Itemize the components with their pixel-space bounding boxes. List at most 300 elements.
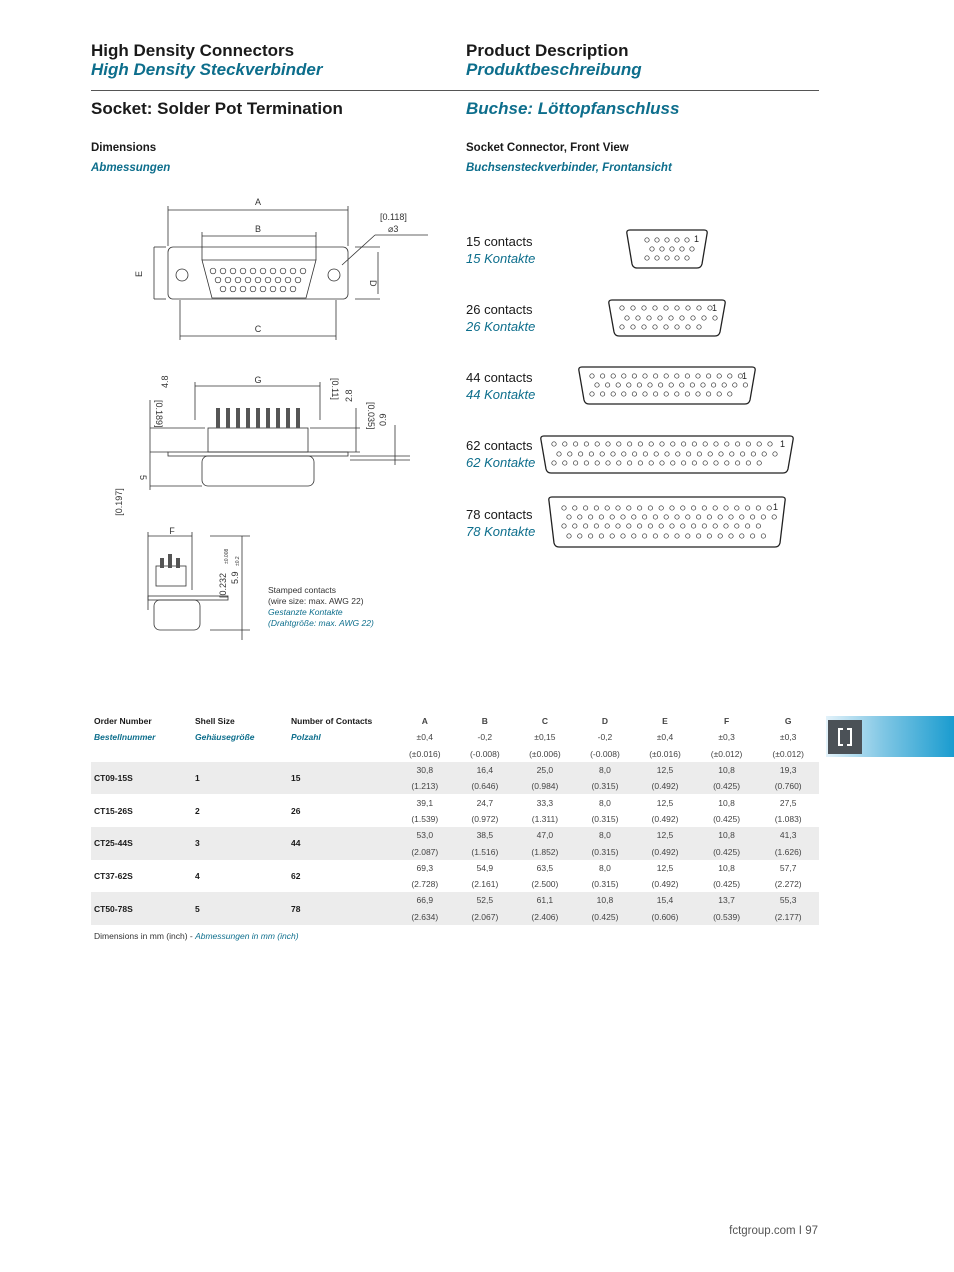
front-view-diagrams	[530, 226, 800, 556]
pin-hole	[648, 506, 652, 510]
pin-hole	[756, 506, 760, 510]
value-inch: (0.492)	[651, 813, 679, 824]
pin-hole	[675, 325, 679, 329]
pin-hole	[733, 383, 737, 387]
pin-hole	[735, 506, 739, 510]
pin-hole	[622, 374, 626, 378]
table-row	[91, 860, 819, 876]
pin-hole	[761, 515, 765, 519]
pin-hole	[621, 515, 625, 519]
h5-tol-mm-label: ±0.2	[235, 556, 241, 566]
h3-mm-label: 0.9	[378, 413, 388, 426]
value-inch: (0.492)	[634, 843, 696, 859]
value-mm: 15,4	[634, 892, 696, 908]
pin-hole	[568, 452, 572, 456]
header-order: Order Number	[94, 716, 152, 727]
pin-hole	[670, 506, 674, 510]
value-mm: 57,7	[779, 862, 797, 873]
pin-hole	[594, 524, 598, 528]
pin-hole	[691, 316, 695, 320]
value-mm: 54,9	[476, 862, 494, 873]
header-tol-5: ±0,3	[718, 732, 735, 743]
value-inch: (0.492)	[651, 879, 679, 890]
pin-hole	[658, 316, 662, 320]
pin-hole	[659, 524, 663, 528]
pin-hole	[675, 306, 679, 310]
h5-inch-label: [0.232	[218, 572, 228, 598]
header-subtitle: High Density Steckverbinder	[91, 60, 323, 79]
value-mm: 10,8	[718, 862, 735, 873]
header-col-F: F	[723, 716, 730, 727]
pin-hole	[680, 247, 684, 251]
pin-hole	[728, 374, 732, 378]
pin1-15: 1	[694, 234, 700, 244]
pin-hole	[600, 374, 604, 378]
value-inch: (0.315)	[591, 879, 619, 890]
table-row	[91, 827, 819, 843]
pin-hole	[703, 442, 707, 446]
pin-hole	[648, 383, 652, 387]
pin-hole	[670, 247, 674, 251]
pin-hole	[696, 374, 700, 378]
pin-hole	[584, 461, 588, 465]
pin-hole	[632, 392, 636, 396]
pin-hole	[649, 461, 653, 465]
spec-table	[91, 713, 819, 925]
h4-mm-label: 5	[138, 475, 148, 481]
contacts-62-label-de: 62 Kontakte	[466, 455, 536, 470]
header-tol-inch-5: (±0.012)	[710, 748, 743, 759]
value-inch: (0.425)	[713, 813, 741, 824]
pin-hole	[735, 442, 739, 446]
header-tol-inch-4: (±0.016)	[649, 748, 681, 759]
header-tol-0: ±0,4	[416, 732, 434, 743]
value-mm: 8,0	[576, 762, 635, 778]
note-line-1: Stamped contacts	[268, 585, 337, 595]
order-number: CT09-15S	[91, 762, 192, 795]
value-mm: 10,8	[696, 827, 758, 843]
value-mm: 30,8	[394, 762, 456, 778]
pin-hole	[714, 461, 718, 465]
pin-hole	[696, 392, 700, 396]
pin-hole	[740, 452, 744, 456]
header-tol-inch-3: (-0.008)	[590, 748, 620, 759]
pin-hole	[703, 461, 707, 465]
pin-hole	[669, 383, 673, 387]
value-inch: (0.606)	[634, 909, 696, 925]
pin-hole	[761, 534, 765, 538]
table-row	[91, 713, 819, 729]
header-contacts: Number of Contacts	[291, 716, 373, 727]
pin-hole	[691, 524, 695, 528]
section-tab[interactable]	[826, 716, 954, 757]
pin-hole	[757, 461, 761, 465]
value-mm: 38,5	[456, 827, 515, 843]
pin-hole	[620, 325, 624, 329]
pin-hole	[648, 524, 652, 528]
pin-hole	[557, 452, 561, 456]
pin-hole	[757, 442, 761, 446]
shell-size: 2	[195, 805, 200, 816]
h2-inch-label: [0.11]	[330, 378, 340, 400]
footnote-de: Abmessungen in mm (inch)	[195, 931, 299, 941]
pin-hole	[706, 392, 710, 396]
table-row	[91, 794, 819, 810]
pin-hole	[632, 374, 636, 378]
pin-hole	[728, 392, 732, 396]
pin-hole	[627, 442, 631, 446]
pin-hole	[714, 442, 718, 446]
pin-hole	[681, 461, 685, 465]
header-shell: Shell Size	[195, 716, 235, 727]
value-inch: (2.728)	[411, 879, 439, 890]
pin-hole	[653, 306, 657, 310]
header-divider	[91, 90, 819, 91]
pin-hole	[686, 534, 690, 538]
pin-hole	[643, 452, 647, 456]
order-number: CT37-62S	[94, 870, 133, 881]
pin-hole	[750, 534, 754, 538]
value-inch: (0.315)	[591, 813, 619, 824]
pin-hole	[627, 383, 631, 387]
pin-hole	[675, 256, 679, 260]
pin1-78: 1	[773, 502, 779, 512]
pin-hole	[590, 374, 594, 378]
value-mm: 10,8	[576, 892, 635, 908]
pin-hole	[611, 452, 615, 456]
value-inch: (2.634)	[394, 909, 456, 925]
h1-mm-label: 4.8	[160, 375, 170, 388]
technical-drawing	[110, 190, 450, 650]
shell-size: 1	[192, 762, 288, 795]
dimensions-label-de: Abmessungen	[91, 162, 171, 174]
pin-hole	[632, 452, 636, 456]
pin-hole	[681, 506, 685, 510]
order-number: CT15-26S	[94, 805, 133, 816]
contacts-78-label-de: 78 Kontakte	[466, 524, 536, 539]
pin-hole	[605, 383, 609, 387]
pin-hole	[664, 306, 668, 310]
pin1-26: 1	[712, 303, 718, 313]
pin-hole	[718, 534, 722, 538]
contacts-44-label-de: 44 Kontakte	[466, 387, 536, 402]
value-inch: (0.425)	[713, 879, 741, 890]
pin-hole	[655, 256, 659, 260]
value-inch: (1.083)	[774, 813, 802, 824]
pin-hole	[664, 392, 668, 396]
pin-hole	[697, 452, 701, 456]
pin-hole	[563, 461, 567, 465]
pin-hole	[562, 524, 566, 528]
pin-hole	[573, 442, 577, 446]
header-col-D: D	[601, 716, 609, 727]
table-row	[91, 729, 819, 745]
contacts-note	[268, 585, 374, 629]
pin-hole	[622, 392, 626, 396]
value-mm: 61,1	[514, 892, 576, 908]
pin-hole	[719, 452, 723, 456]
pin-hole	[729, 515, 733, 519]
value-inch: (1.539)	[411, 813, 439, 824]
value-inch: (0.972)	[471, 813, 499, 824]
pin-hole	[686, 306, 690, 310]
pin-hole	[717, 374, 721, 378]
pin-hole	[665, 452, 669, 456]
pin-hole	[616, 383, 620, 387]
pin-hole	[681, 524, 685, 528]
value-inch: (2.161)	[471, 879, 499, 890]
contact-count: 26	[291, 805, 301, 816]
contacts-78-label: 78 contacts	[466, 507, 533, 522]
pin-hole	[616, 524, 620, 528]
pin-hole	[622, 452, 626, 456]
value-inch: (1.213)	[394, 778, 456, 794]
pin-hole	[665, 256, 669, 260]
pin-hole	[696, 515, 700, 519]
pin-hole	[620, 306, 624, 310]
header-tol-inch-0: (±0.016)	[408, 748, 441, 759]
pin-hole	[702, 524, 706, 528]
value-inch: (1.311)	[531, 813, 559, 824]
pin-hole	[610, 515, 614, 519]
value-mm: 24,7	[476, 797, 494, 808]
dim-e-label: E	[134, 270, 144, 277]
value-mm: 10,8	[696, 762, 758, 778]
contacts-15-label: 15 contacts	[466, 234, 533, 249]
dim-f-label: F	[169, 526, 175, 536]
contact-count: 62	[291, 870, 301, 881]
pin-hole	[724, 524, 728, 528]
header-col-E: E	[662, 716, 668, 727]
pin-hole	[767, 506, 771, 510]
section-title-de: Buchse: Löttopfanschluss	[466, 99, 680, 118]
value-inch: (2.177)	[757, 909, 819, 925]
value-inch: (0.984)	[514, 778, 576, 794]
contacts-62-label: 62 contacts	[466, 438, 533, 453]
value-mm: 53,0	[394, 827, 456, 843]
shell-size: 3	[192, 827, 288, 860]
pin-hole	[599, 515, 603, 519]
value-mm: 19,3	[757, 762, 819, 778]
header-tol-6: ±0,3	[779, 732, 797, 743]
pin-hole	[584, 442, 588, 446]
pin-hole	[605, 506, 609, 510]
pin-hole	[573, 506, 577, 510]
pin-hole	[653, 515, 657, 519]
pin-hole	[664, 515, 668, 519]
header-tol-1: -0,2	[477, 732, 493, 743]
pin-hole	[600, 452, 604, 456]
h5-mm-label: 5.9	[230, 571, 240, 584]
pin-hole	[670, 524, 674, 528]
pin-hole	[567, 515, 571, 519]
pin-hole	[660, 461, 664, 465]
pin-hole	[583, 506, 587, 510]
pin-hole	[697, 306, 701, 310]
header-col-A: A	[421, 716, 428, 727]
pin-hole	[659, 506, 663, 510]
header-tol-4: ±0,4	[656, 732, 674, 743]
pin-hole	[631, 306, 635, 310]
value-mm: 12,5	[634, 827, 696, 843]
pin-hole	[631, 325, 635, 329]
header-subtitle-right: Produktbeschreibung	[466, 60, 642, 79]
header-tol-inch-1: (-0.008)	[469, 748, 500, 759]
pin-hole	[665, 238, 669, 242]
pin-hole	[685, 392, 689, 396]
contacts-15-label-de: 15 Kontakte	[466, 251, 536, 266]
pin-hole	[717, 392, 721, 396]
table-row	[91, 762, 819, 778]
pin-hole	[746, 442, 750, 446]
pin-hole	[751, 452, 755, 456]
pin-hole	[638, 442, 642, 446]
pin-hole	[599, 534, 603, 538]
header-contacts-de: Polzahl	[291, 732, 321, 743]
pin-hole	[573, 524, 577, 528]
pin-hole	[610, 534, 614, 538]
h4-inch-label: [0.197]	[114, 488, 124, 516]
pin-hole	[692, 461, 696, 465]
pin-hole	[675, 392, 679, 396]
contacts-26-label-de: 26 Kontakte	[466, 319, 536, 334]
pin-hole	[588, 515, 592, 519]
value-inch: (1.516)	[456, 843, 515, 859]
pin-hole	[707, 534, 711, 538]
pin-hole	[637, 506, 641, 510]
pin-hole	[707, 515, 711, 519]
pin-hole	[768, 442, 772, 446]
value-inch: (2.406)	[514, 909, 576, 925]
pin-hole	[606, 461, 610, 465]
pin-hole	[653, 392, 657, 396]
header-col-G: G	[784, 716, 792, 727]
pin-hole	[658, 383, 662, 387]
shell-size: 4	[195, 870, 200, 881]
pin1-44: 1	[742, 371, 748, 381]
pin-hole	[590, 392, 594, 396]
pin-hole	[745, 524, 749, 528]
pin-hole	[650, 247, 654, 251]
shell-size: 5	[192, 892, 288, 925]
value-mm: 55,3	[757, 892, 819, 908]
value-inch: (1.852)	[514, 843, 576, 859]
pin-hole	[649, 442, 653, 446]
pin-hole	[632, 534, 636, 538]
pin-hole	[642, 534, 646, 538]
header-tol-inch-6: (±0.012)	[772, 748, 804, 759]
note-line-2: (wire size: max. AWG 22)	[268, 596, 364, 606]
pin-hole	[595, 383, 599, 387]
h1-inch-label: [0.189]	[154, 400, 164, 428]
pin-hole	[654, 452, 658, 456]
pin-hole	[594, 506, 598, 510]
pin-hole	[686, 452, 690, 456]
pin-hole	[729, 534, 733, 538]
header-spacer	[91, 746, 192, 762]
pin-hole	[563, 442, 567, 446]
header-spacer	[288, 746, 394, 762]
value-mm: 25,0	[514, 762, 576, 778]
pin-hole	[637, 524, 641, 528]
pin-hole	[675, 238, 679, 242]
order-number: CT25-44S	[91, 827, 192, 860]
value-mm: 47,0	[514, 827, 576, 843]
pin-hole	[552, 442, 556, 446]
dimensions-label: Dimensions	[91, 142, 157, 154]
front-view-label: Socket Connector, Front View	[466, 142, 629, 154]
pin-hole	[718, 515, 722, 519]
pin-hole	[725, 442, 729, 446]
pin-hole	[642, 325, 646, 329]
value-mm: 12,5	[656, 862, 674, 873]
pin-hole	[637, 383, 641, 387]
pin-hole	[617, 461, 621, 465]
contact-count: 15	[288, 762, 394, 795]
pin-hole	[711, 383, 715, 387]
pin-hole	[627, 524, 631, 528]
value-inch: (0.425)	[696, 778, 758, 794]
header-col-B: B	[481, 716, 488, 727]
header-order-de: Bestellnummer	[94, 732, 156, 743]
front-view-label-de: Buchsensteckverbinder, Frontansicht	[466, 162, 672, 174]
header-title-right: Product Description	[466, 41, 629, 60]
pin-hole	[691, 506, 695, 510]
pin-hole	[713, 316, 717, 320]
pin-hole	[772, 515, 776, 519]
pin-hole	[573, 461, 577, 465]
pin-hole	[697, 325, 701, 329]
header-col-C: C	[541, 716, 548, 727]
value-inch: (2.500)	[531, 879, 559, 890]
value-mm: 16,4	[456, 762, 515, 778]
h3-inch-label: [0.035]	[366, 402, 376, 430]
header-spacer	[192, 746, 288, 762]
value-inch: (0.425)	[576, 909, 635, 925]
section-title: Socket: Solder Pot Termination	[91, 99, 343, 118]
table-row	[91, 746, 819, 762]
pin-hole	[625, 316, 629, 320]
value-mm: 8,0	[599, 797, 611, 808]
pin-hole	[664, 374, 668, 378]
h5-tol-inch-label: ±0.008	[224, 548, 230, 564]
value-mm: 10,8	[718, 797, 735, 808]
pin-hole	[686, 325, 690, 329]
header-tol-3: -0,2	[597, 732, 613, 743]
header-tol-2: ±0,15	[534, 732, 556, 743]
pin-hole	[675, 534, 679, 538]
pin-hole	[664, 534, 668, 538]
pin-hole	[600, 392, 604, 396]
pin-hole	[685, 374, 689, 378]
pin-hole	[686, 515, 690, 519]
note-line-4: (Drahtgröße: max. AWG 22)	[268, 618, 374, 628]
pin-hole	[680, 316, 684, 320]
pin-hole	[653, 374, 657, 378]
value-inch: (0.315)	[576, 843, 635, 859]
pin-hole	[745, 506, 749, 510]
footnote-en: Dimensions in mm (inch) -	[94, 931, 196, 941]
value-inch: (2.087)	[394, 843, 456, 859]
pin-hole	[685, 238, 689, 242]
pin-hole	[675, 374, 679, 378]
pin-hole	[583, 524, 587, 528]
pin-hole	[595, 461, 599, 465]
pin-hole	[653, 325, 657, 329]
connector-icon	[828, 720, 862, 754]
table-footnote	[94, 931, 299, 941]
pin-hole	[713, 524, 717, 528]
